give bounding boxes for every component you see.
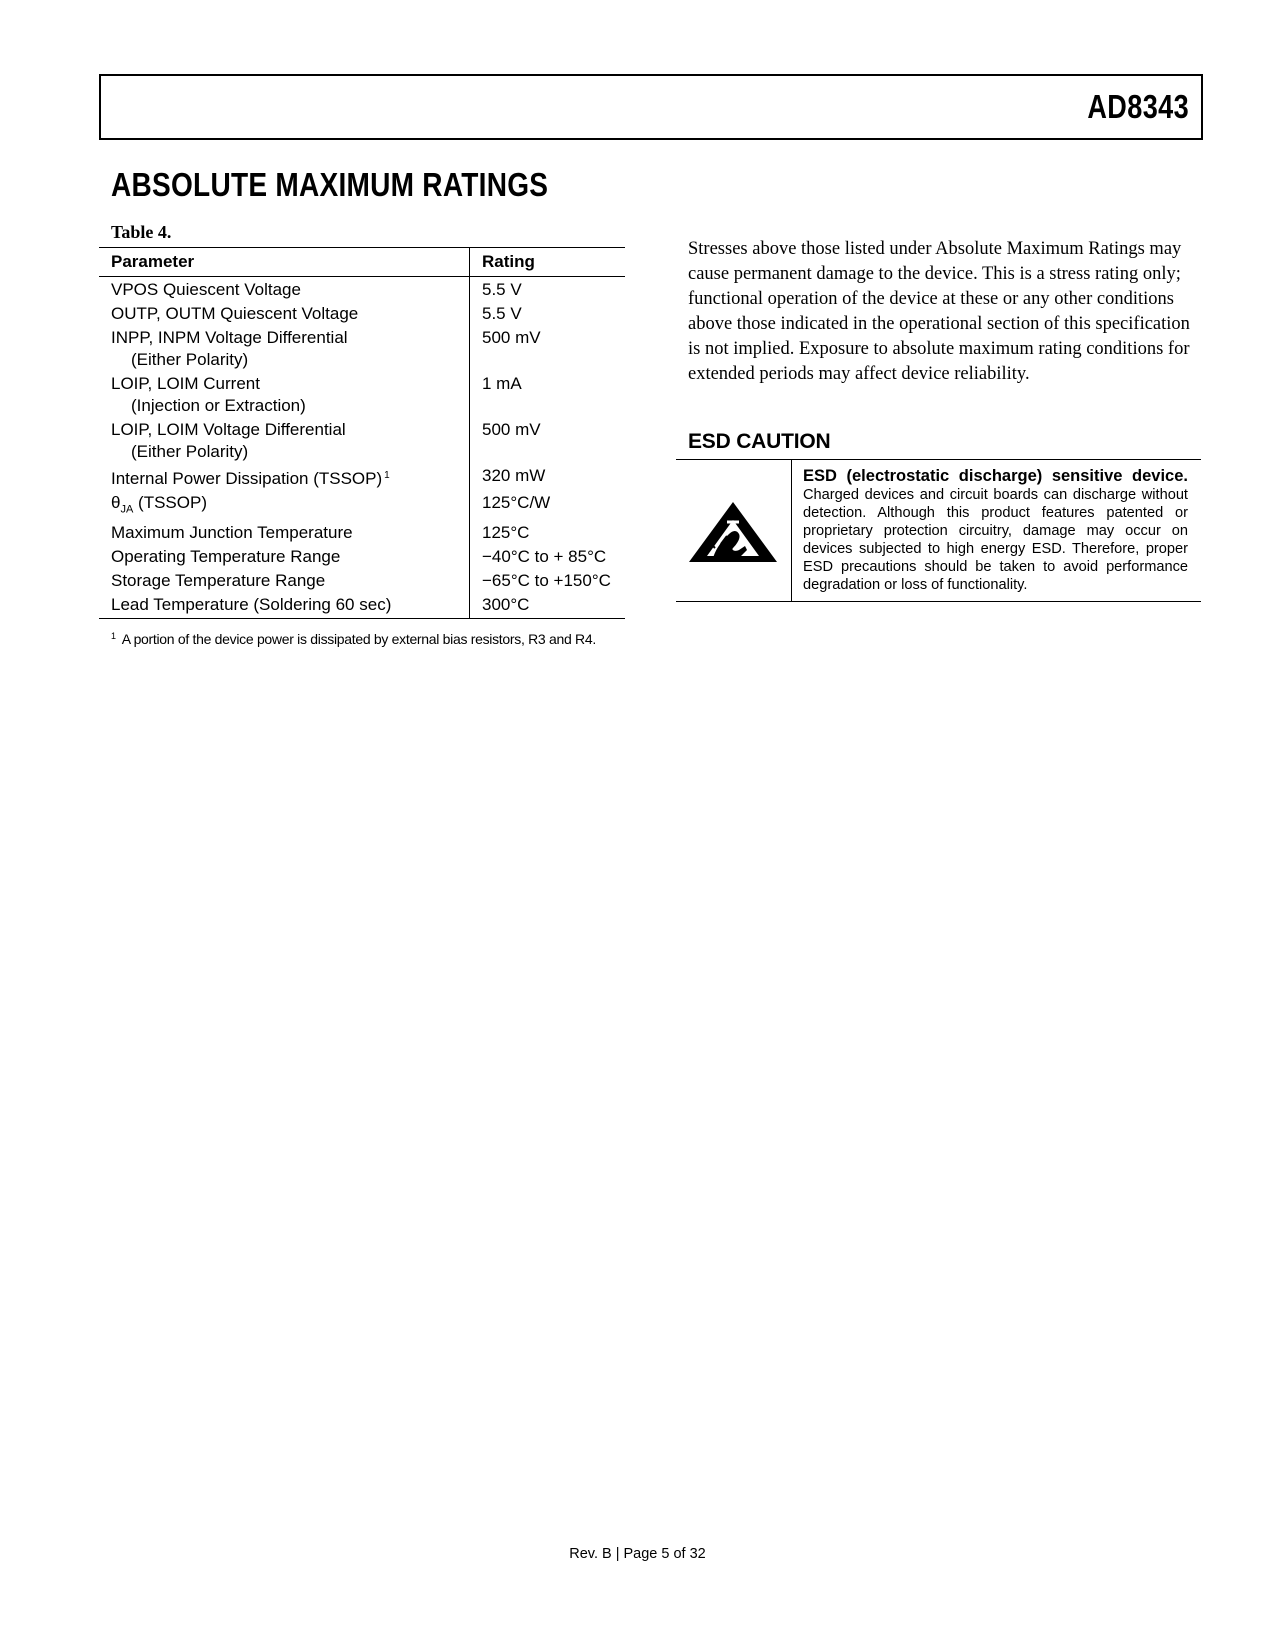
table-footnote: $^1$ A portion of the device power is dissipated by external bias resistors, R3 and R4. — [111, 631, 596, 647]
column-header-rating: Rating — [470, 248, 626, 277]
parameter-cell: Lead Temperature (Soldering 60 sec) — [99, 593, 470, 619]
rating-cell: 5.5 V — [482, 304, 522, 323]
table-row — [99, 464, 625, 491]
ratings-table — [99, 247, 625, 619]
rating-cell: −65°C to +150°C — [482, 571, 611, 591]
esd-lead: ESD (electrostatic discharge) sensitive device. — [803, 467, 1188, 485]
footnote-marker: 1 — [384, 470, 390, 481]
table-row — [99, 277, 625, 303]
parameter-cell: $\theta_{JA}$ (TSSOP) — [99, 491, 470, 521]
rating-cell: 5.5 V — [482, 280, 522, 299]
footnote-marker: 1 — [111, 631, 116, 641]
table-row — [99, 569, 625, 593]
table-row — [99, 302, 625, 326]
parameter-cell: INPP, INPM Voltage Differential (Either Polarity) — [99, 326, 470, 372]
esd-heading: ESD CAUTION — [688, 430, 831, 453]
table-header-row — [99, 248, 625, 277]
table-caption: Table 4. — [111, 222, 172, 242]
rating-cell: 300°C — [470, 593, 626, 619]
rating-cell: 1 mA — [482, 374, 522, 393]
rating-cell: 125°C/W — [482, 493, 551, 512]
esd-icon-cell — [676, 460, 792, 601]
parameter-subtext: (Either Polarity) — [131, 442, 249, 461]
esd-caution-box — [676, 459, 1201, 602]
parameter-cell: Storage Temperature Range — [99, 569, 470, 593]
table-row — [99, 593, 625, 619]
parameter-cell: OUTP, OUTM Quiescent Voltage — [99, 302, 470, 326]
parameter-cell: Internal Power Dissipation (TSSOP) $^1$ — [99, 464, 470, 491]
parameter-subtext: (Either Polarity) — [131, 350, 249, 369]
rating-cell: −40°C to + 85°C — [482, 547, 607, 567]
page-header — [99, 74, 1203, 140]
parameter-cell: LOIP, LOIM Voltage Differential (Either Polarity) — [99, 418, 470, 464]
parameter-cell: Maximum Junction Temperature — [99, 521, 470, 545]
table-row — [99, 491, 625, 521]
esd-warning-icon — [687, 500, 779, 564]
rating-cell: 125°C — [482, 523, 530, 543]
rating-cell: 500 mV — [482, 420, 541, 439]
stress-paragraph: Stresses above those listed under Absolute Maximum Ratings may cause permanent damage to the device. This is a stress rating only; functional operation of the device at these or any other conditions above those indicated in the operational section of this specification is not implied. Exposure to absolute maximum rating conditions for extended periods may affect device reliability. — [688, 239, 1190, 384]
table-row — [99, 521, 625, 545]
esd-body: Charged devices and circuit boards can discharge without detection. Although this product features patented or proprietary protection circuitry, damage may occur on devices subjected to high energy ESD. Therefore, proper ESD precautions should be taken to avoid performance degradation or loss of functionality. — [803, 487, 1188, 593]
parameter-cell: Operating Temperature Range — [99, 545, 470, 569]
page-footer: Rev. B | Page 5 of 32 — [569, 1546, 706, 1562]
part-number: AD8343 — [1087, 88, 1189, 125]
rating-cell: 320 mW — [482, 466, 546, 485]
table-row — [99, 372, 625, 418]
table-row — [99, 545, 625, 569]
column-header-parameter: Parameter — [99, 248, 470, 277]
parameter-cell: VPOS Quiescent Voltage — [99, 277, 470, 303]
table-row — [99, 326, 625, 372]
table-row — [99, 418, 625, 464]
esd-text — [803, 466, 1188, 594]
rating-cell: 500 mV — [482, 328, 541, 347]
section-title: ABSOLUTE MAXIMUM RATINGS — [111, 166, 549, 203]
parameter-subtext: (Injection or Extraction) — [131, 396, 306, 415]
parameter-cell: LOIP, LOIM Current (Injection or Extraction) — [99, 372, 470, 418]
